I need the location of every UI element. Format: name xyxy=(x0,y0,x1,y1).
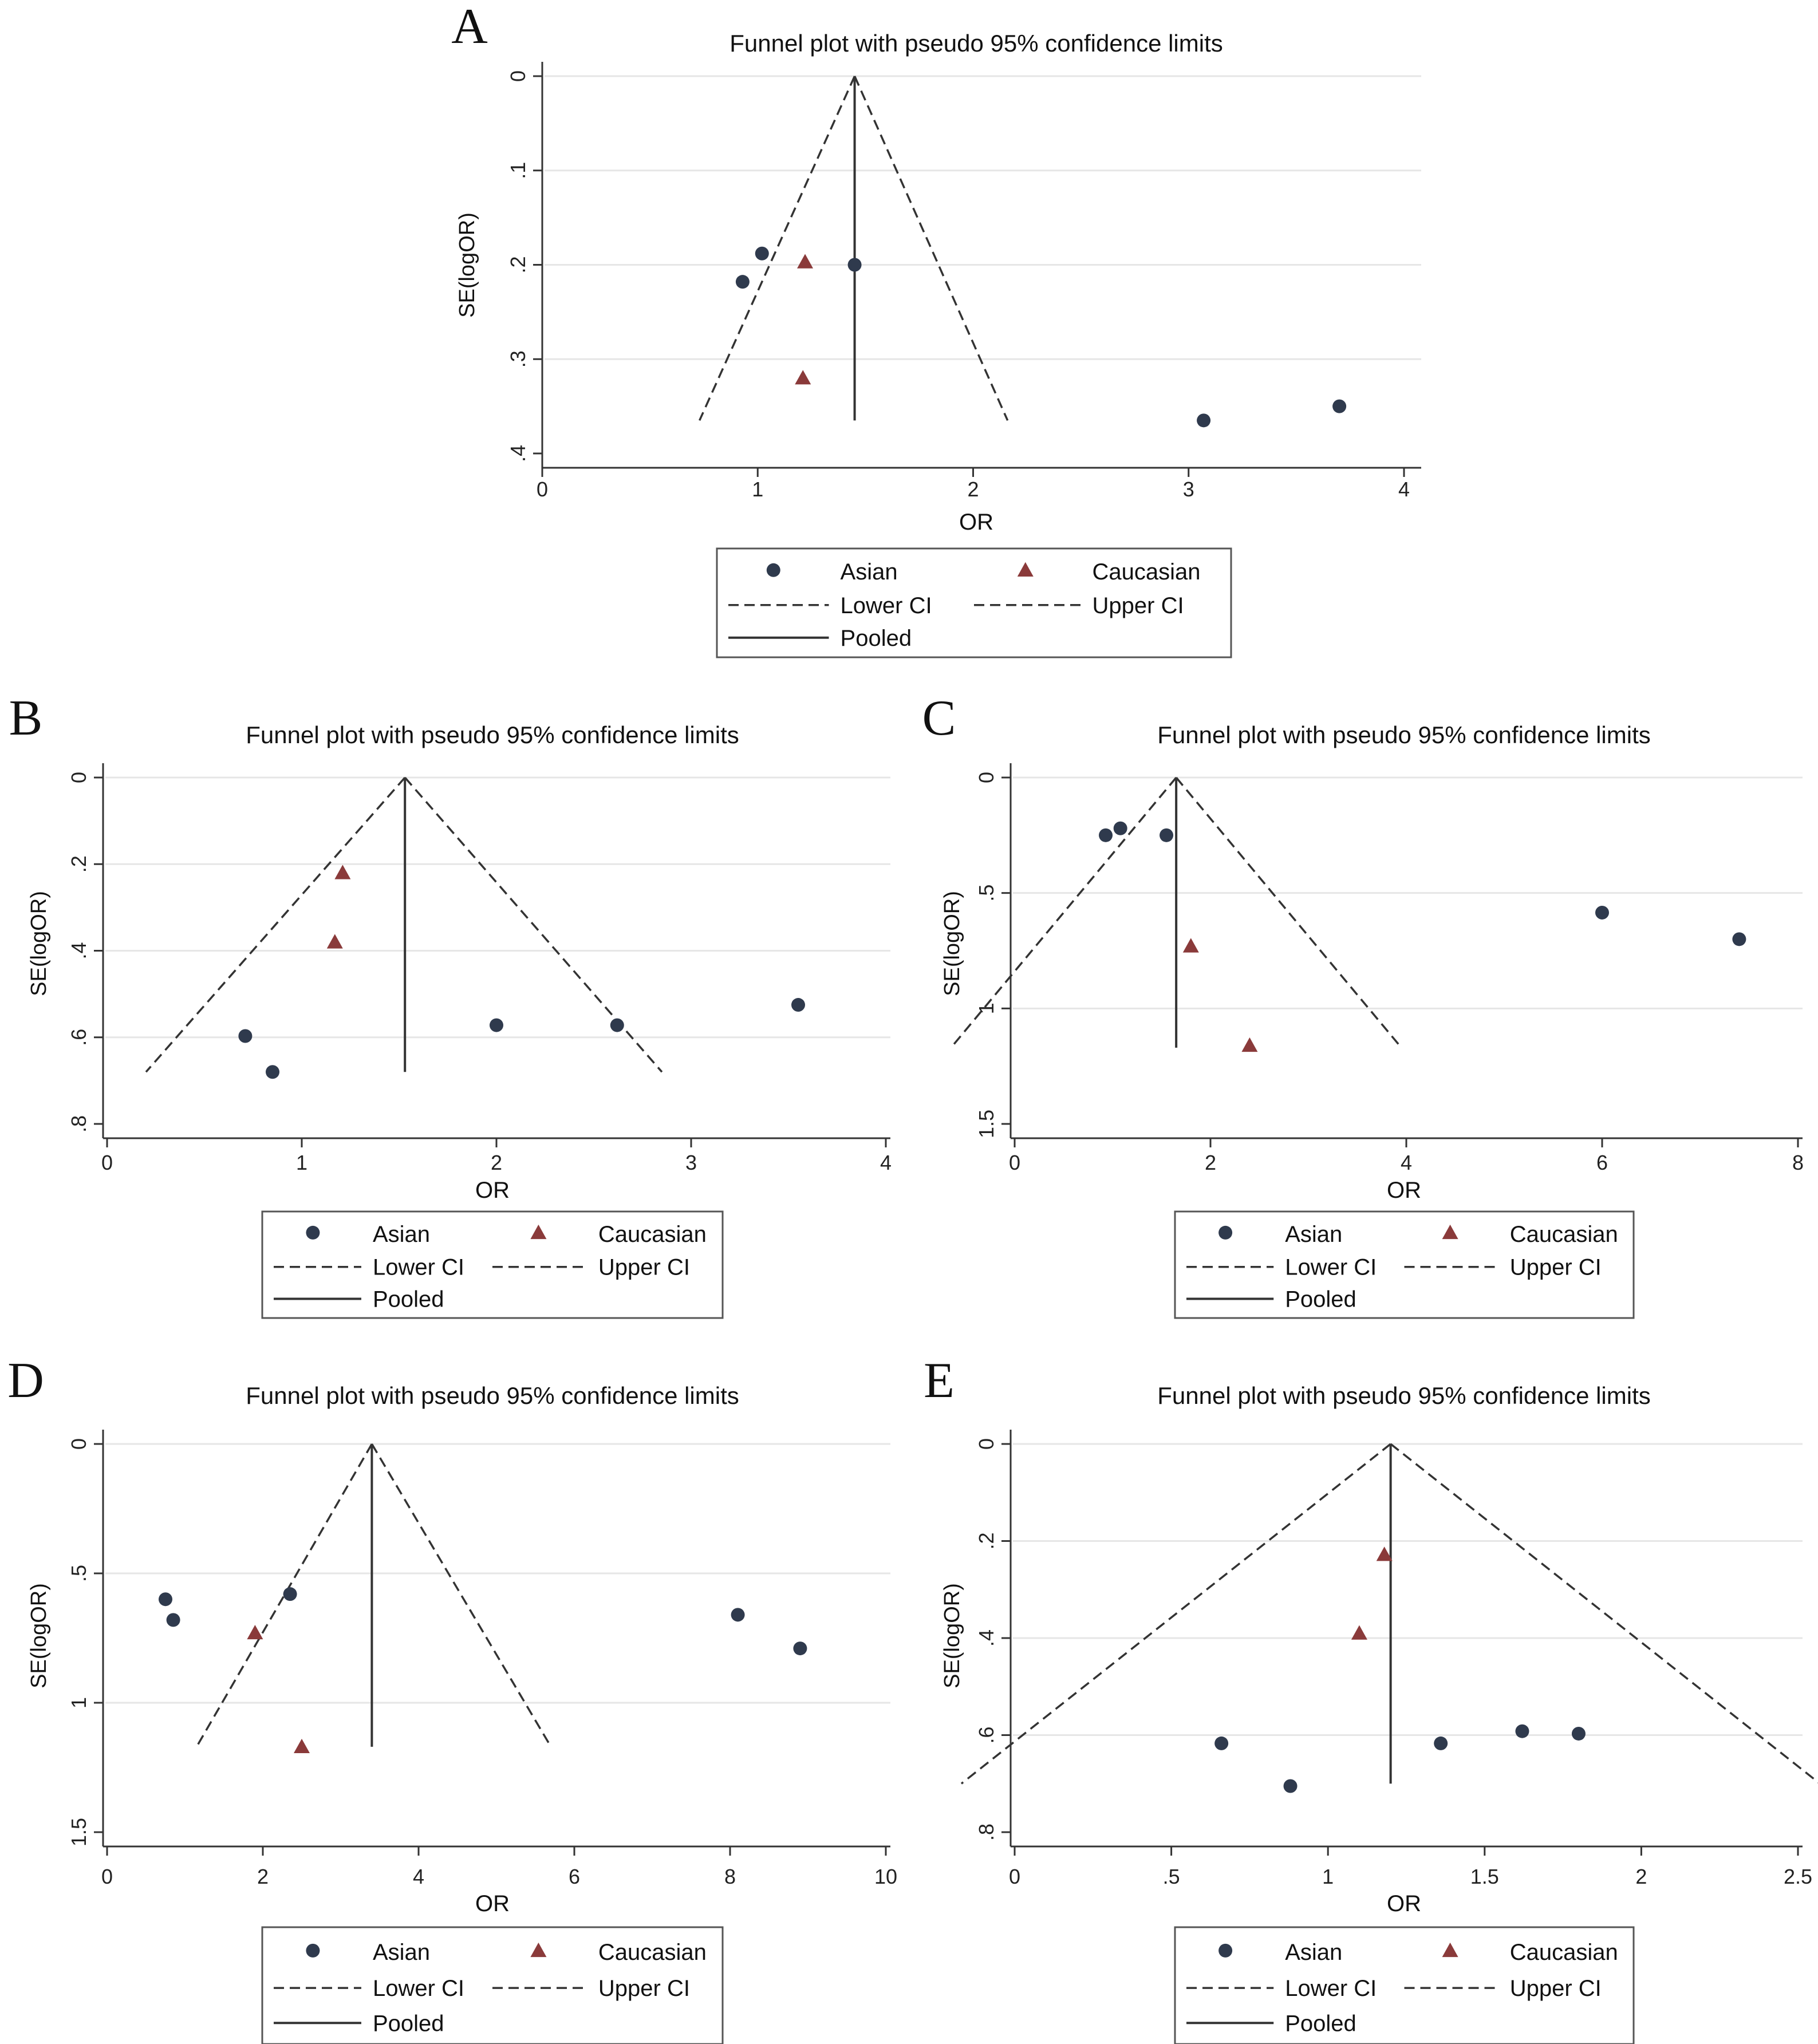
legend-caucasian-label-a: Caucasian xyxy=(1092,559,1201,585)
y-tick-label-a: .2 xyxy=(506,256,530,274)
y-tick-label-c: 1 xyxy=(975,1003,998,1015)
legend-upper-ci-label-d: Upper CI xyxy=(598,1976,690,2002)
panel-letter-a: A xyxy=(451,0,488,54)
asian-point-a xyxy=(736,275,750,289)
y-tick-label-b: 0 xyxy=(67,771,90,784)
y-tick-label-d: 1.5 xyxy=(67,1817,90,1847)
y-tick-label-a: .4 xyxy=(506,444,530,463)
asian-point-b xyxy=(490,1019,503,1032)
caucasian-point-d xyxy=(247,1625,263,1639)
legend-caucasian-label-e: Caucasian xyxy=(1509,1939,1618,1965)
y-axis-label-d: SE(logOR) xyxy=(27,1583,51,1688)
x-tick-label-c: 4 xyxy=(1400,1151,1413,1174)
legend-lower-ci-label-e: Lower CI xyxy=(1285,1976,1377,2002)
legend-c xyxy=(1175,1212,1634,1318)
asian-point-c xyxy=(1114,822,1127,835)
legend-pooled-label-a: Pooled xyxy=(840,625,912,651)
x-tick-label-c: 6 xyxy=(1596,1151,1608,1174)
lower-ci-line-c xyxy=(951,778,1176,1048)
legend-pooled-label-c: Pooled xyxy=(1285,1287,1356,1312)
y-axis-label-e: SE(logOR) xyxy=(940,1583,964,1688)
legend-asian-marker-c xyxy=(1218,1226,1232,1240)
x-tick-label-d: 4 xyxy=(412,1865,425,1888)
y-tick-label-e: .6 xyxy=(975,1726,998,1744)
asian-point-e xyxy=(1572,1727,1586,1741)
x-tick-label-c: 0 xyxy=(1008,1151,1021,1174)
asian-point-d xyxy=(793,1641,807,1655)
y-axis-label-a: SE(logOR) xyxy=(455,212,479,318)
asian-point-d xyxy=(283,1587,297,1601)
asian-point-e xyxy=(1214,1737,1228,1750)
x-tick-label-d: 2 xyxy=(257,1865,269,1888)
chart-title-e: Funnel plot with pseudo 95% confidence limits xyxy=(1157,1382,1651,1409)
asian-point-a xyxy=(848,258,862,272)
panel-letter-e: E xyxy=(924,1353,955,1408)
legend-upper-ci-label-e: Upper CI xyxy=(1509,1976,1602,2002)
caucasian-point-b xyxy=(334,865,350,879)
asian-point-b xyxy=(238,1029,252,1043)
y-axis-label-c: SE(logOR) xyxy=(940,891,964,996)
x-tick-label-c: 8 xyxy=(1792,1151,1804,1174)
x-tick-label-b: 0 xyxy=(101,1151,113,1174)
legend-e xyxy=(1175,1927,1634,2044)
y-tick-label-c: 0 xyxy=(975,771,998,784)
caucasian-point-d xyxy=(294,1739,310,1753)
x-tick-label-d: 8 xyxy=(724,1865,736,1888)
x-tick-label-b: 1 xyxy=(295,1151,308,1174)
panel-e xyxy=(924,1353,1818,2044)
x-tick-label-a: 3 xyxy=(1182,478,1194,501)
y-tick-label-e: .4 xyxy=(975,1629,998,1647)
legend-caucasian-label-d: Caucasian xyxy=(598,1939,707,1965)
x-axis-label-b: OR xyxy=(475,1178,510,1203)
chart-title-d: Funnel plot with pseudo 95% confidence limits xyxy=(246,1382,739,1409)
x-tick-label-b: 2 xyxy=(490,1151,503,1174)
caucasian-point-a xyxy=(795,370,811,384)
legend-asian-label-c: Asian xyxy=(1285,1221,1343,1247)
caucasian-point-c xyxy=(1183,938,1199,952)
legend-asian-marker-d xyxy=(306,1944,320,1958)
x-tick-label-e: 1.5 xyxy=(1470,1865,1499,1888)
x-tick-label-e: .5 xyxy=(1162,1865,1180,1888)
x-tick-label-e: 2.5 xyxy=(1783,1865,1813,1888)
legend-d xyxy=(262,1927,723,2044)
asian-point-d xyxy=(159,1592,172,1606)
upper-ci-line-d xyxy=(372,1444,551,1747)
chart-title-c: Funnel plot with pseudo 95% confidence limits xyxy=(1157,721,1651,748)
asian-point-e xyxy=(1515,1725,1529,1738)
x-tick-label-c: 2 xyxy=(1204,1151,1217,1174)
legend-asian-marker-e xyxy=(1218,1944,1232,1958)
asian-point-c xyxy=(1160,828,1173,842)
x-tick-label-a: 2 xyxy=(967,478,979,501)
legend-b xyxy=(262,1212,723,1318)
x-tick-label-a: 1 xyxy=(752,478,764,501)
legend-asian-label-e: Asian xyxy=(1285,1939,1343,1965)
asian-point-d xyxy=(167,1613,180,1627)
y-tick-label-a: .1 xyxy=(506,161,530,179)
caucasian-point-c xyxy=(1241,1037,1257,1052)
asian-point-e xyxy=(1284,1779,1298,1793)
asian-point-b xyxy=(266,1065,279,1079)
y-tick-label-b: .6 xyxy=(67,1028,90,1046)
y-tick-label-e: 0 xyxy=(975,1438,998,1450)
x-axis-label-c: OR xyxy=(1387,1178,1421,1203)
legend-caucasian-label-c: Caucasian xyxy=(1509,1221,1618,1247)
asian-point-a xyxy=(1332,400,1346,413)
panel-letter-d: D xyxy=(7,1353,44,1408)
legend-asian-label-a: Asian xyxy=(840,559,898,585)
x-tick-label-a: 4 xyxy=(1398,478,1410,501)
panel-letter-c: C xyxy=(922,690,956,746)
legend-pooled-label-b: Pooled xyxy=(372,1287,444,1312)
legend-asian-marker-b xyxy=(306,1226,320,1240)
legend-pooled-label-d: Pooled xyxy=(372,2011,444,2037)
legend-caucasian-label-b: Caucasian xyxy=(598,1221,707,1247)
legend-lower-ci-label-d: Lower CI xyxy=(372,1976,465,2002)
caucasian-point-a xyxy=(797,254,813,269)
legend-a xyxy=(717,549,1231,657)
x-tick-label-b: 4 xyxy=(880,1151,892,1174)
y-tick-label-c: .5 xyxy=(975,884,998,902)
y-tick-label-a: .3 xyxy=(506,350,530,368)
panel-a xyxy=(451,0,1421,657)
asian-point-c xyxy=(1732,932,1746,946)
chart-title-b: Funnel plot with pseudo 95% confidence limits xyxy=(246,721,739,748)
x-axis-label-a: OR xyxy=(959,510,993,535)
asian-point-c xyxy=(1099,828,1113,842)
x-tick-label-b: 3 xyxy=(685,1151,697,1174)
y-axis-label-b: SE(logOR) xyxy=(27,891,51,996)
asian-point-d xyxy=(731,1608,745,1621)
legend-lower-ci-label-a: Lower CI xyxy=(840,593,932,618)
y-tick-label-d: .5 xyxy=(67,1564,90,1583)
upper-ci-line-c xyxy=(1176,778,1401,1048)
lower-ci-line-e xyxy=(961,1444,1391,1783)
legend-lower-ci-label-b: Lower CI xyxy=(372,1254,465,1280)
caucasian-point-b xyxy=(327,934,343,948)
caucasian-point-e xyxy=(1351,1625,1367,1640)
legend-upper-ci-label-b: Upper CI xyxy=(598,1254,690,1280)
x-tick-label-e: 0 xyxy=(1008,1865,1021,1888)
x-tick-label-e: 1 xyxy=(1322,1865,1334,1888)
chart-title-a: Funnel plot with pseudo 95% confidence limits xyxy=(729,30,1223,57)
y-tick-label-a: 0 xyxy=(506,70,530,82)
asian-point-b xyxy=(791,998,805,1012)
asian-point-e xyxy=(1434,1737,1448,1750)
y-tick-label-e: .8 xyxy=(975,1823,998,1841)
legend-upper-ci-label-a: Upper CI xyxy=(1092,593,1184,618)
legend-upper-ci-label-c: Upper CI xyxy=(1509,1254,1602,1280)
y-tick-label-b: .2 xyxy=(67,855,90,873)
x-axis-label-d: OR xyxy=(475,1891,510,1916)
legend-asian-label-d: Asian xyxy=(372,1939,431,1965)
y-tick-label-b: .8 xyxy=(67,1115,90,1133)
asian-point-a xyxy=(1197,413,1210,427)
panel-d xyxy=(7,1353,897,2044)
asian-point-c xyxy=(1595,906,1609,920)
panel-c xyxy=(922,690,1804,1318)
lower-ci-line-b xyxy=(146,778,405,1072)
asian-point-a xyxy=(755,247,769,261)
legend-pooled-label-e: Pooled xyxy=(1285,2011,1356,2037)
y-tick-label-d: 0 xyxy=(67,1438,90,1450)
y-tick-label-b: .4 xyxy=(67,942,90,960)
x-tick-label-d: 6 xyxy=(568,1865,581,1888)
y-tick-label-e: .2 xyxy=(975,1532,998,1550)
x-tick-label-a: 0 xyxy=(536,478,549,501)
upper-ci-line-a xyxy=(855,76,1008,420)
x-tick-label-d: 0 xyxy=(101,1865,113,1888)
upper-ci-line-e xyxy=(1391,1444,1818,1783)
y-tick-label-c: 1.5 xyxy=(975,1109,998,1139)
legend-asian-label-b: Asian xyxy=(372,1221,431,1247)
legend-lower-ci-label-c: Lower CI xyxy=(1285,1254,1377,1280)
panel-b xyxy=(9,690,892,1318)
y-tick-label-d: 1 xyxy=(67,1696,90,1709)
asian-point-b xyxy=(610,1019,624,1032)
legend-asian-marker-a xyxy=(767,563,780,577)
x-tick-label-e: 2 xyxy=(1635,1865,1647,1888)
panel-letter-b: B xyxy=(9,690,43,746)
lower-ci-line-a xyxy=(700,76,855,420)
x-tick-label-d: 10 xyxy=(874,1865,898,1888)
x-axis-label-e: OR xyxy=(1387,1891,1421,1916)
